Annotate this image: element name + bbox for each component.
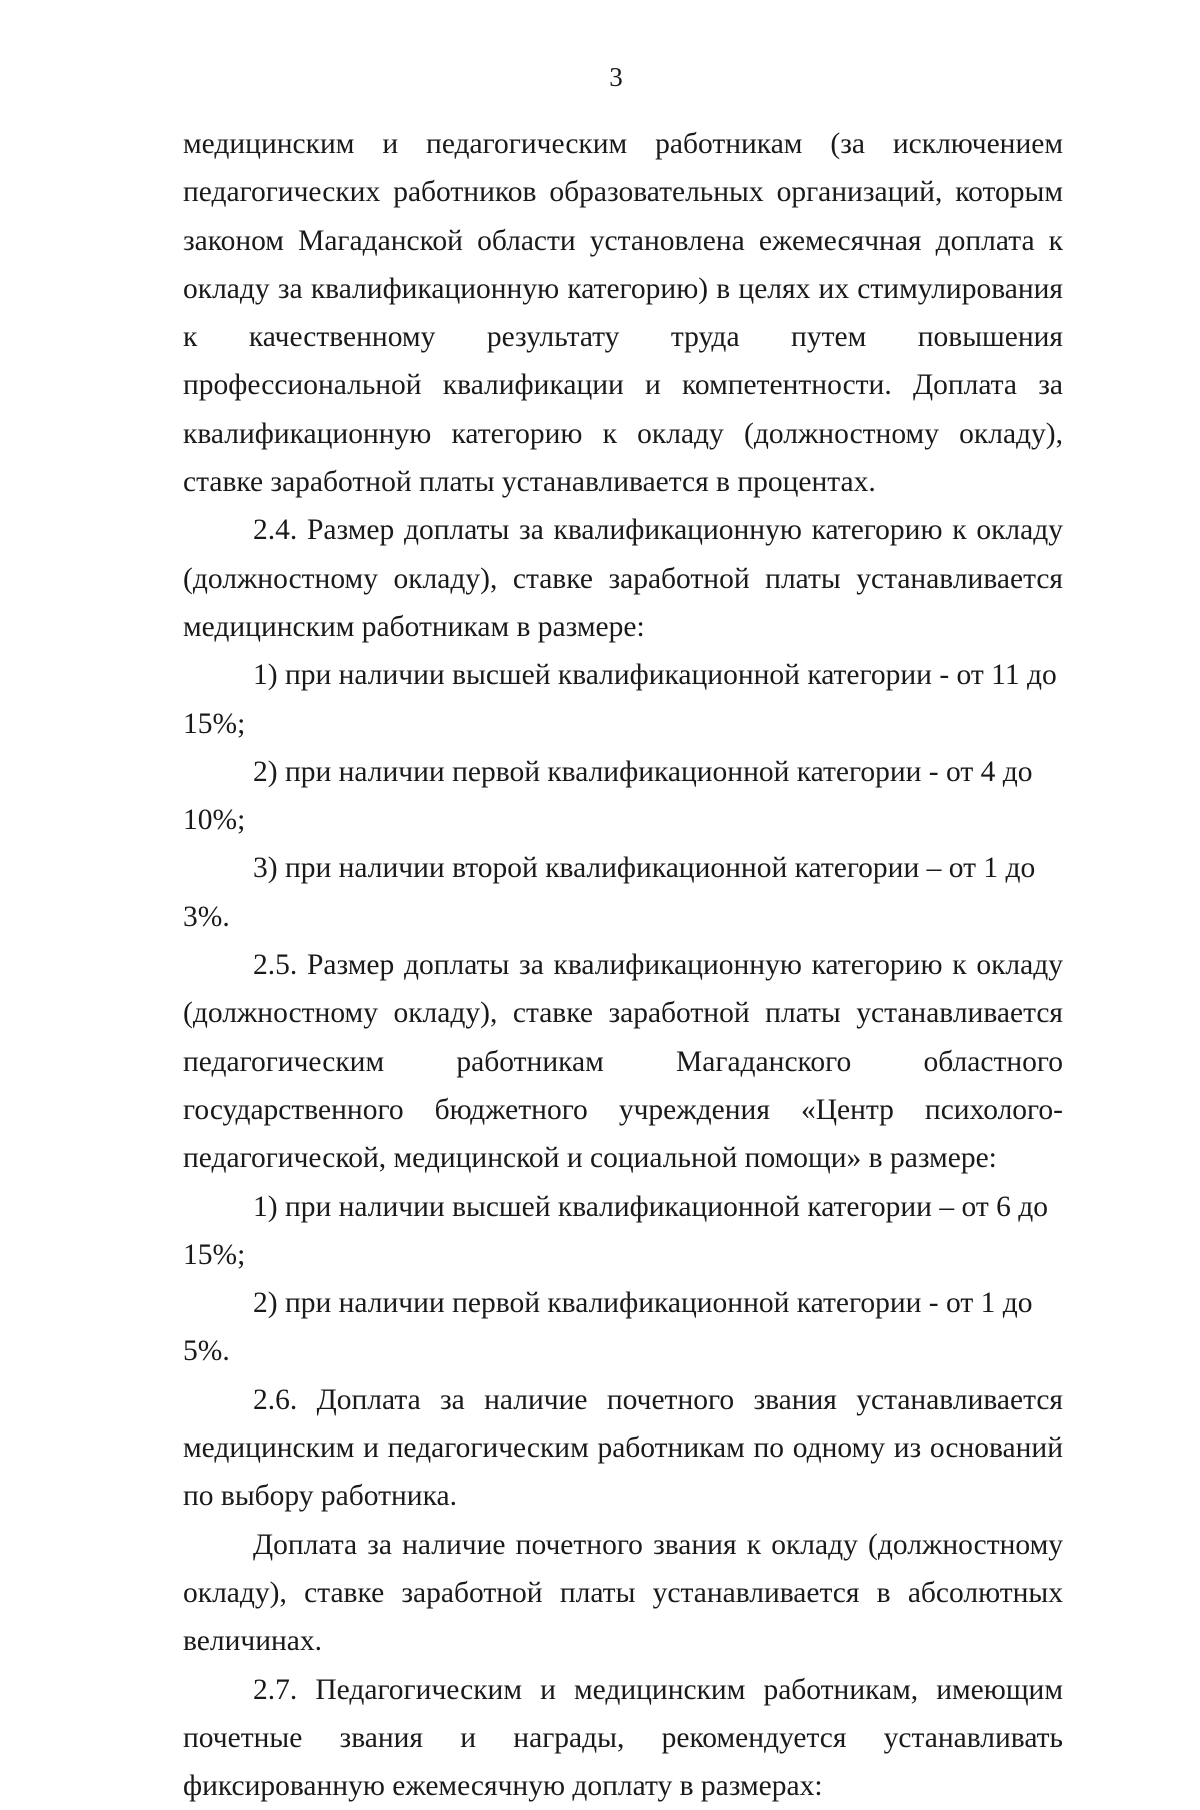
document-body: [183, 120, 1063, 1810]
page-number: 3: [16, 62, 1200, 92]
list-item-2-5-2: 2) при наличии первой квалификационной категории - от 1 до 5%.: [183, 1279, 1063, 1376]
list-item-2-4-3: 3) при наличии второй квалификационной категории – от 1 до 3%.: [183, 844, 1063, 941]
list-item-2-4-2: 2) при наличии первой квалификационной категории - от 4 до 10%;: [183, 748, 1063, 845]
list-item-2-4-1: 1) при наличии высшей квалификационной категории - от 11 до 15%;: [183, 651, 1063, 748]
list-item-2-5-1: 1) при наличии высшей квалификационной категории – от 6 до 15%;: [183, 1183, 1063, 1280]
paragraph-continuation: медицинским и педагогическим работникам (за исключением педагогических работников образовательных организаций, которым законом Магаданской области установлена ежемесячная доплата к окладу за квалификационную категорию) в целях их стимулирования к качественному результату труда путем повышения профессиональной квалификации и компетентности. Доплата за квалификационную категорию к окладу (должностному окладу), ставке заработной платы устанавливается в процентах.: [183, 120, 1063, 506]
paragraph-2-7: 2.7. Педагогическим и медицинским работникам, имеющим почетные звания и награды, рекомендуется устанавливать фиксированную ежемесячную доплату в размерах:: [183, 1666, 1063, 1810]
paragraph-2-5: 2.5. Размер доплаты за квалификационную категорию к окладу (должностному окладу), ставке заработной платы устанавливается педагогическим работникам Магаданского областного государственного бюджетного учреждения «Центр психолого-педагогической, медицинской и социальной помощи» в размере:: [183, 941, 1063, 1182]
paragraph-2-6-extra: Доплата за наличие почетного звания к окладу (должностному окладу), ставке заработной платы устанавливается в абсолютных величинах.: [183, 1521, 1063, 1666]
paragraph-2-4: 2.4. Размер доплаты за квалификационную категорию к окладу (должностному окладу), ставке заработной платы устанавливается медицинским работникам в размере:: [183, 506, 1063, 651]
paragraph-2-6: 2.6. Доплата за наличие почетного звания устанавливается медицинским и педагогическим работникам по одному из оснований по выбору работника.: [183, 1376, 1063, 1521]
